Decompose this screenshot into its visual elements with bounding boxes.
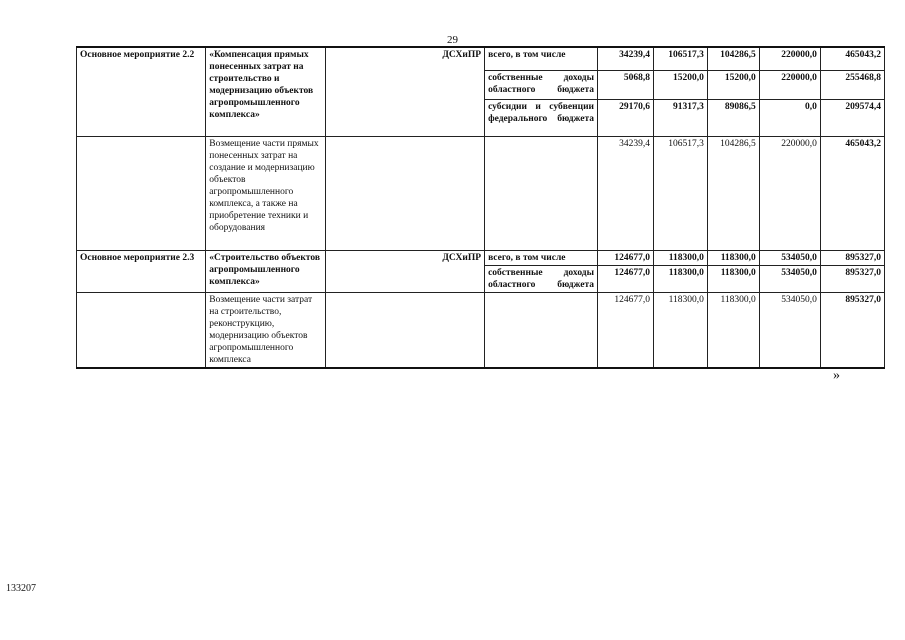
source-label: субсидии и субвенции федерального бюджета xyxy=(485,99,598,136)
value-cell: 465043,2 xyxy=(820,136,884,250)
value-cell: 895327,0 xyxy=(820,265,884,292)
value-cell: 124677,0 xyxy=(598,250,654,265)
table-row xyxy=(77,136,885,250)
value-cell: 118300,0 xyxy=(707,250,759,265)
value-cell: 104286,5 xyxy=(707,47,759,70)
value-cell: 106517,3 xyxy=(653,136,707,250)
value-cell: 534050,0 xyxy=(759,250,820,265)
value-cell: 29170,6 xyxy=(598,99,654,136)
source-label: всего, в том числе xyxy=(485,250,598,265)
value-cell: 91317,3 xyxy=(653,99,707,136)
value-cell: 220000,0 xyxy=(759,70,820,99)
value-cell: 34239,4 xyxy=(598,47,654,70)
value-cell: 34239,4 xyxy=(598,136,654,250)
footer-code: 133207 xyxy=(6,583,36,594)
value-cell: 220000,0 xyxy=(759,136,820,250)
value-cell: 209574,4 xyxy=(820,99,884,136)
value-cell: 118300,0 xyxy=(707,292,759,368)
executor: ДСХиПР xyxy=(326,250,485,292)
value-cell: 465043,2 xyxy=(820,47,884,70)
table-row xyxy=(77,292,885,368)
source-label: собственные доходы областного бюджета xyxy=(485,265,598,292)
table-row xyxy=(77,47,885,70)
source-label: собственные доходы областного бюджета xyxy=(485,70,598,99)
indicator-text: Возмещение части прямых понесенных затрат на создание и модернизацию объектов агропромышленного комплекса, а также на приобретение техники и оборудования xyxy=(206,136,326,250)
closing-quote: » xyxy=(833,368,840,383)
table-row xyxy=(77,250,885,265)
value-cell: 15200,0 xyxy=(653,70,707,99)
event-name: Основное мероприятие 2.2 xyxy=(77,47,206,136)
value-cell: 124677,0 xyxy=(598,265,654,292)
value-cell: 118300,0 xyxy=(653,250,707,265)
value-cell: 220000,0 xyxy=(759,47,820,70)
budget-table xyxy=(76,46,885,369)
event-name: Основное мероприятие 2.3 xyxy=(77,250,206,292)
value-cell: 5068,8 xyxy=(598,70,654,99)
event-title: «Компенсация прямых понесенных затрат на строительство и модернизацию объектов агропромышленного комплекса» xyxy=(206,47,326,136)
value-cell: 106517,3 xyxy=(653,47,707,70)
indicator-text: Возмещение части затрат на строительство, реконструкцию, модернизацию объектов агропромышленного комплекса xyxy=(206,292,326,368)
executor: ДСХиПР xyxy=(326,47,485,136)
value-cell: 118300,0 xyxy=(653,292,707,368)
page-number: 29 xyxy=(447,34,458,46)
value-cell: 255468,8 xyxy=(820,70,884,99)
value-cell: 534050,0 xyxy=(759,292,820,368)
value-cell: 104286,5 xyxy=(707,136,759,250)
value-cell: 118300,0 xyxy=(707,265,759,292)
value-cell: 895327,0 xyxy=(820,292,884,368)
source-label: всего, в том числе xyxy=(485,47,598,70)
value-cell: 89086,5 xyxy=(707,99,759,136)
value-cell: 534050,0 xyxy=(759,265,820,292)
value-cell: 0,0 xyxy=(759,99,820,136)
value-cell: 124677,0 xyxy=(598,292,654,368)
value-cell: 118300,0 xyxy=(653,265,707,292)
value-cell: 895327,0 xyxy=(820,250,884,265)
event-title: «Строительство объектов агропромышленного комплекса» xyxy=(206,250,326,292)
value-cell: 15200,0 xyxy=(707,70,759,99)
